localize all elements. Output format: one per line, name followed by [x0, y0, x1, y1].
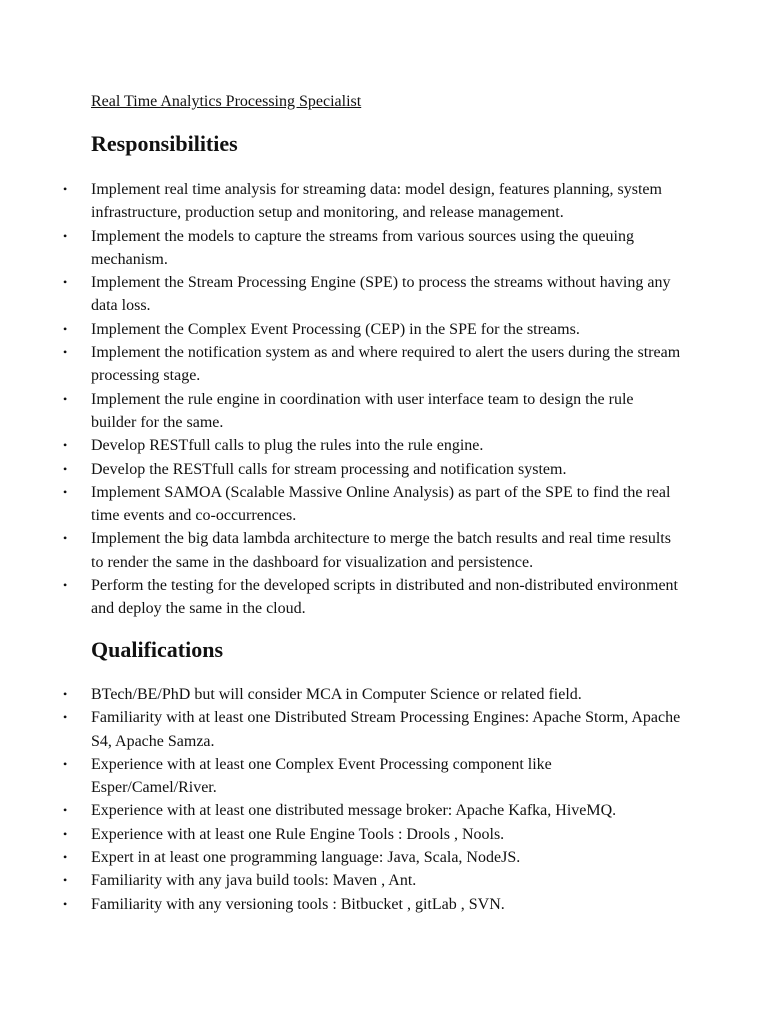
responsibility-text: Develop the RESTfull calls for stream processing and notification system. — [91, 460, 567, 478]
bullet-icon: • — [63, 710, 68, 725]
bullet-icon: • — [63, 850, 68, 865]
qualifications-list — [0, 683, 768, 916]
bullet-icon: • — [63, 896, 68, 911]
qualification-text: Expert in at least one programming language: Java, Scala, NodeJS. — [91, 849, 521, 867]
responsibility-item — [0, 271, 681, 318]
qualification-text: Experience with at least one distributed message broker: Apache Kafka, HiveMQ. — [91, 802, 617, 820]
responsibility-item — [0, 225, 681, 272]
responsibility-text: Implement the rule engine in coordination with user interface team to design the rule builder for the same. — [91, 390, 634, 431]
qualification-text: BTech/BE/PhD but will consider MCA in Computer Science or related field. — [91, 686, 582, 703]
qualification-text: Familiarity with any java build tools: Maven , Ant. — [91, 872, 417, 890]
bullet-icon: • — [63, 803, 68, 818]
bullet-icon: • — [63, 873, 68, 888]
responsibility-item — [0, 574, 681, 621]
responsibility-text: Implement the big data lambda architecture to merge the batch results and real time results to render the same in the dashboard for visualization and persistence. — [91, 530, 671, 571]
bullet-icon: • — [63, 687, 68, 701]
bullet-icon: • — [63, 182, 68, 196]
responsibilities-list — [0, 178, 768, 621]
bullet-icon: • — [63, 484, 68, 499]
bullet-icon: • — [63, 826, 68, 841]
bullet-icon: • — [63, 391, 68, 406]
qualification-item — [0, 706, 681, 753]
responsibility-item — [0, 434, 681, 457]
qualification-text: Familiarity with at least one Distributed Stream Processing Engines: Apache Storm, Apache S4, Apache Samza. — [91, 709, 681, 750]
responsibility-text: Implement SAMOA (Scalable Massive Online Analysis) as part of the SPE to find the real time events and co-occurrences. — [91, 483, 671, 525]
responsibility-text: Implement the notification system as and where required to alert the users during the stream processing stage. — [91, 344, 681, 385]
bullet-icon: • — [63, 345, 68, 360]
responsibility-item — [0, 527, 681, 574]
responsibility-item — [0, 178, 681, 225]
responsibility-item — [0, 341, 681, 388]
bullet-icon: • — [63, 275, 68, 290]
qualification-item — [0, 869, 681, 892]
qualification-item — [0, 753, 681, 800]
responsibility-item — [0, 458, 681, 481]
qualification-item — [0, 799, 681, 822]
responsibility-text: Perform the testing for the developed scripts in distributed and non-distributed environment and deploy the same in the cloud. — [91, 577, 678, 618]
responsibility-text: Implement the models to capture the streams from various sources using the queuing mechanism. — [91, 227, 634, 268]
qualification-item — [0, 683, 681, 706]
qualification-item — [0, 823, 681, 846]
responsibility-text: Implement the Stream Processing Engine (SPE) to process the streams without having any data loss. — [91, 274, 671, 315]
qualification-item — [0, 893, 681, 916]
bullet-icon: • — [63, 438, 68, 453]
qualification-text: Familiarity with any versioning tools : Bitbucket , gitLab , SVN. — [91, 895, 505, 913]
responsibility-item — [0, 481, 681, 528]
responsibility-item — [0, 318, 681, 341]
responsibility-item — [0, 388, 681, 435]
bullet-icon: • — [63, 756, 68, 771]
responsibility-text: Develop RESTfull calls to plug the rules into the rule engine. — [91, 437, 484, 455]
qualifications-heading: Qualifications — [91, 637, 224, 662]
responsibility-text: Implement the Complex Event Processing (CEP) in the SPE for the streams. — [91, 320, 580, 338]
bullet-icon: • — [63, 578, 68, 593]
responsibilities-heading: Responsibilities — [91, 131, 238, 156]
qualification-text: Experience with at least one Complex Event Processing component like Esper/Camel/River. — [91, 755, 552, 797]
qualification-text: Experience with at least one Rule Engine Tools : Drools , Nools. — [91, 825, 505, 843]
responsibility-text: Implement real time analysis for streaming data: model design, features planning, system infrastructure, production setup and monitoring, and release management. — [91, 181, 662, 222]
bullet-icon: • — [63, 531, 68, 546]
document-title: Real Time Analytics Processing Specialist — [91, 93, 362, 110]
bullet-icon: • — [63, 321, 68, 336]
qualification-item — [0, 846, 681, 869]
bullet-icon: • — [63, 461, 68, 476]
bullet-icon: • — [63, 228, 68, 243]
